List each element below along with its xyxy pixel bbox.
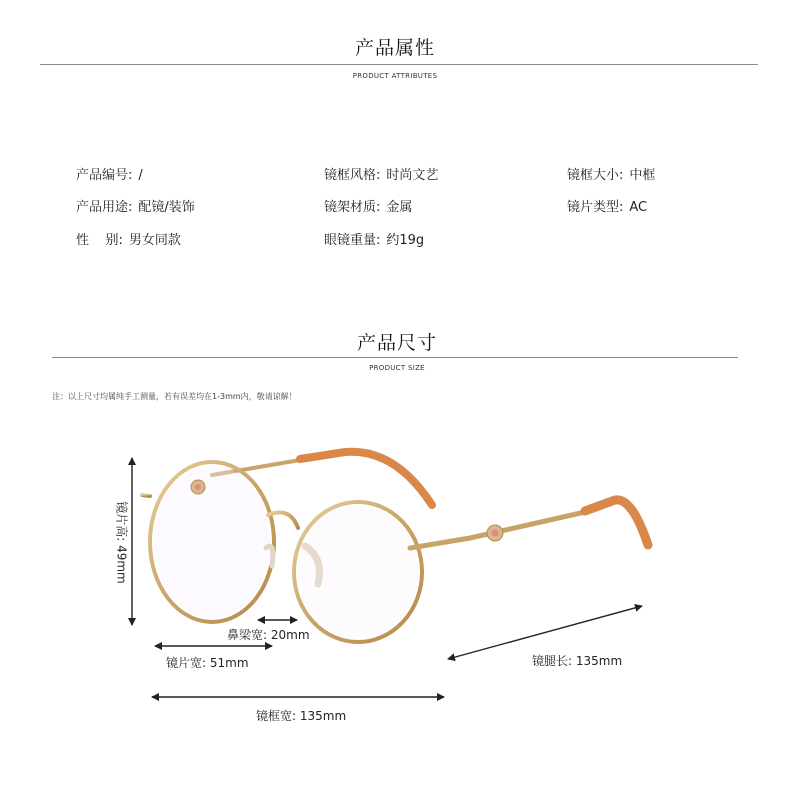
attr-value: 时尚文艺 [386, 168, 439, 183]
attr-value: 男女同款 [128, 233, 181, 248]
left-lens [154, 466, 270, 618]
lens-height-label: 镜片高: 49mm [114, 501, 129, 584]
left-hinge [142, 495, 150, 496]
attr-label: 镜片类型: [567, 200, 624, 215]
measurement-note: 注：以上尺寸均属纯手工测量，若有误差均在1-3mm内，敬请谅解！ [52, 392, 297, 401]
front-temple [410, 500, 648, 548]
frame-width-label: 镜框宽: 135mm [256, 709, 347, 723]
attr-label: 眼镜重量: [324, 233, 381, 248]
temple-length-label: 镜腿长: 135mm [532, 654, 623, 668]
size-subtitle: PRODUCT SIZE [369, 364, 425, 372]
attr-value: / [138, 168, 143, 183]
left-rivet-gem [195, 484, 201, 490]
attr-value: 配镜/装饰 [138, 200, 195, 215]
bridge-width-label: 鼻梁宽: 20mm [227, 628, 310, 642]
attr-value: AC [629, 200, 648, 215]
attr-label: 镜框大小: [567, 168, 624, 183]
attr-label: 性 别: [76, 233, 123, 248]
attr-label: 镜架材质: [324, 200, 381, 215]
attributes-subtitle: PRODUCT ATTRIBUTES [352, 72, 438, 80]
attributes-title: 产品属性 [354, 37, 435, 59]
attr-value: 约19g [386, 233, 425, 248]
attr-value: 金属 [386, 200, 413, 215]
attr-value: 中框 [629, 168, 656, 183]
attr-label: 产品编号: [76, 168, 133, 183]
attr-label: 镜框风格: [324, 168, 381, 183]
attr-label: 产品用途: [76, 200, 133, 215]
size-title: 产品尺寸 [356, 332, 437, 354]
lens-width-label: 镜片宽: 51mm [166, 656, 249, 670]
